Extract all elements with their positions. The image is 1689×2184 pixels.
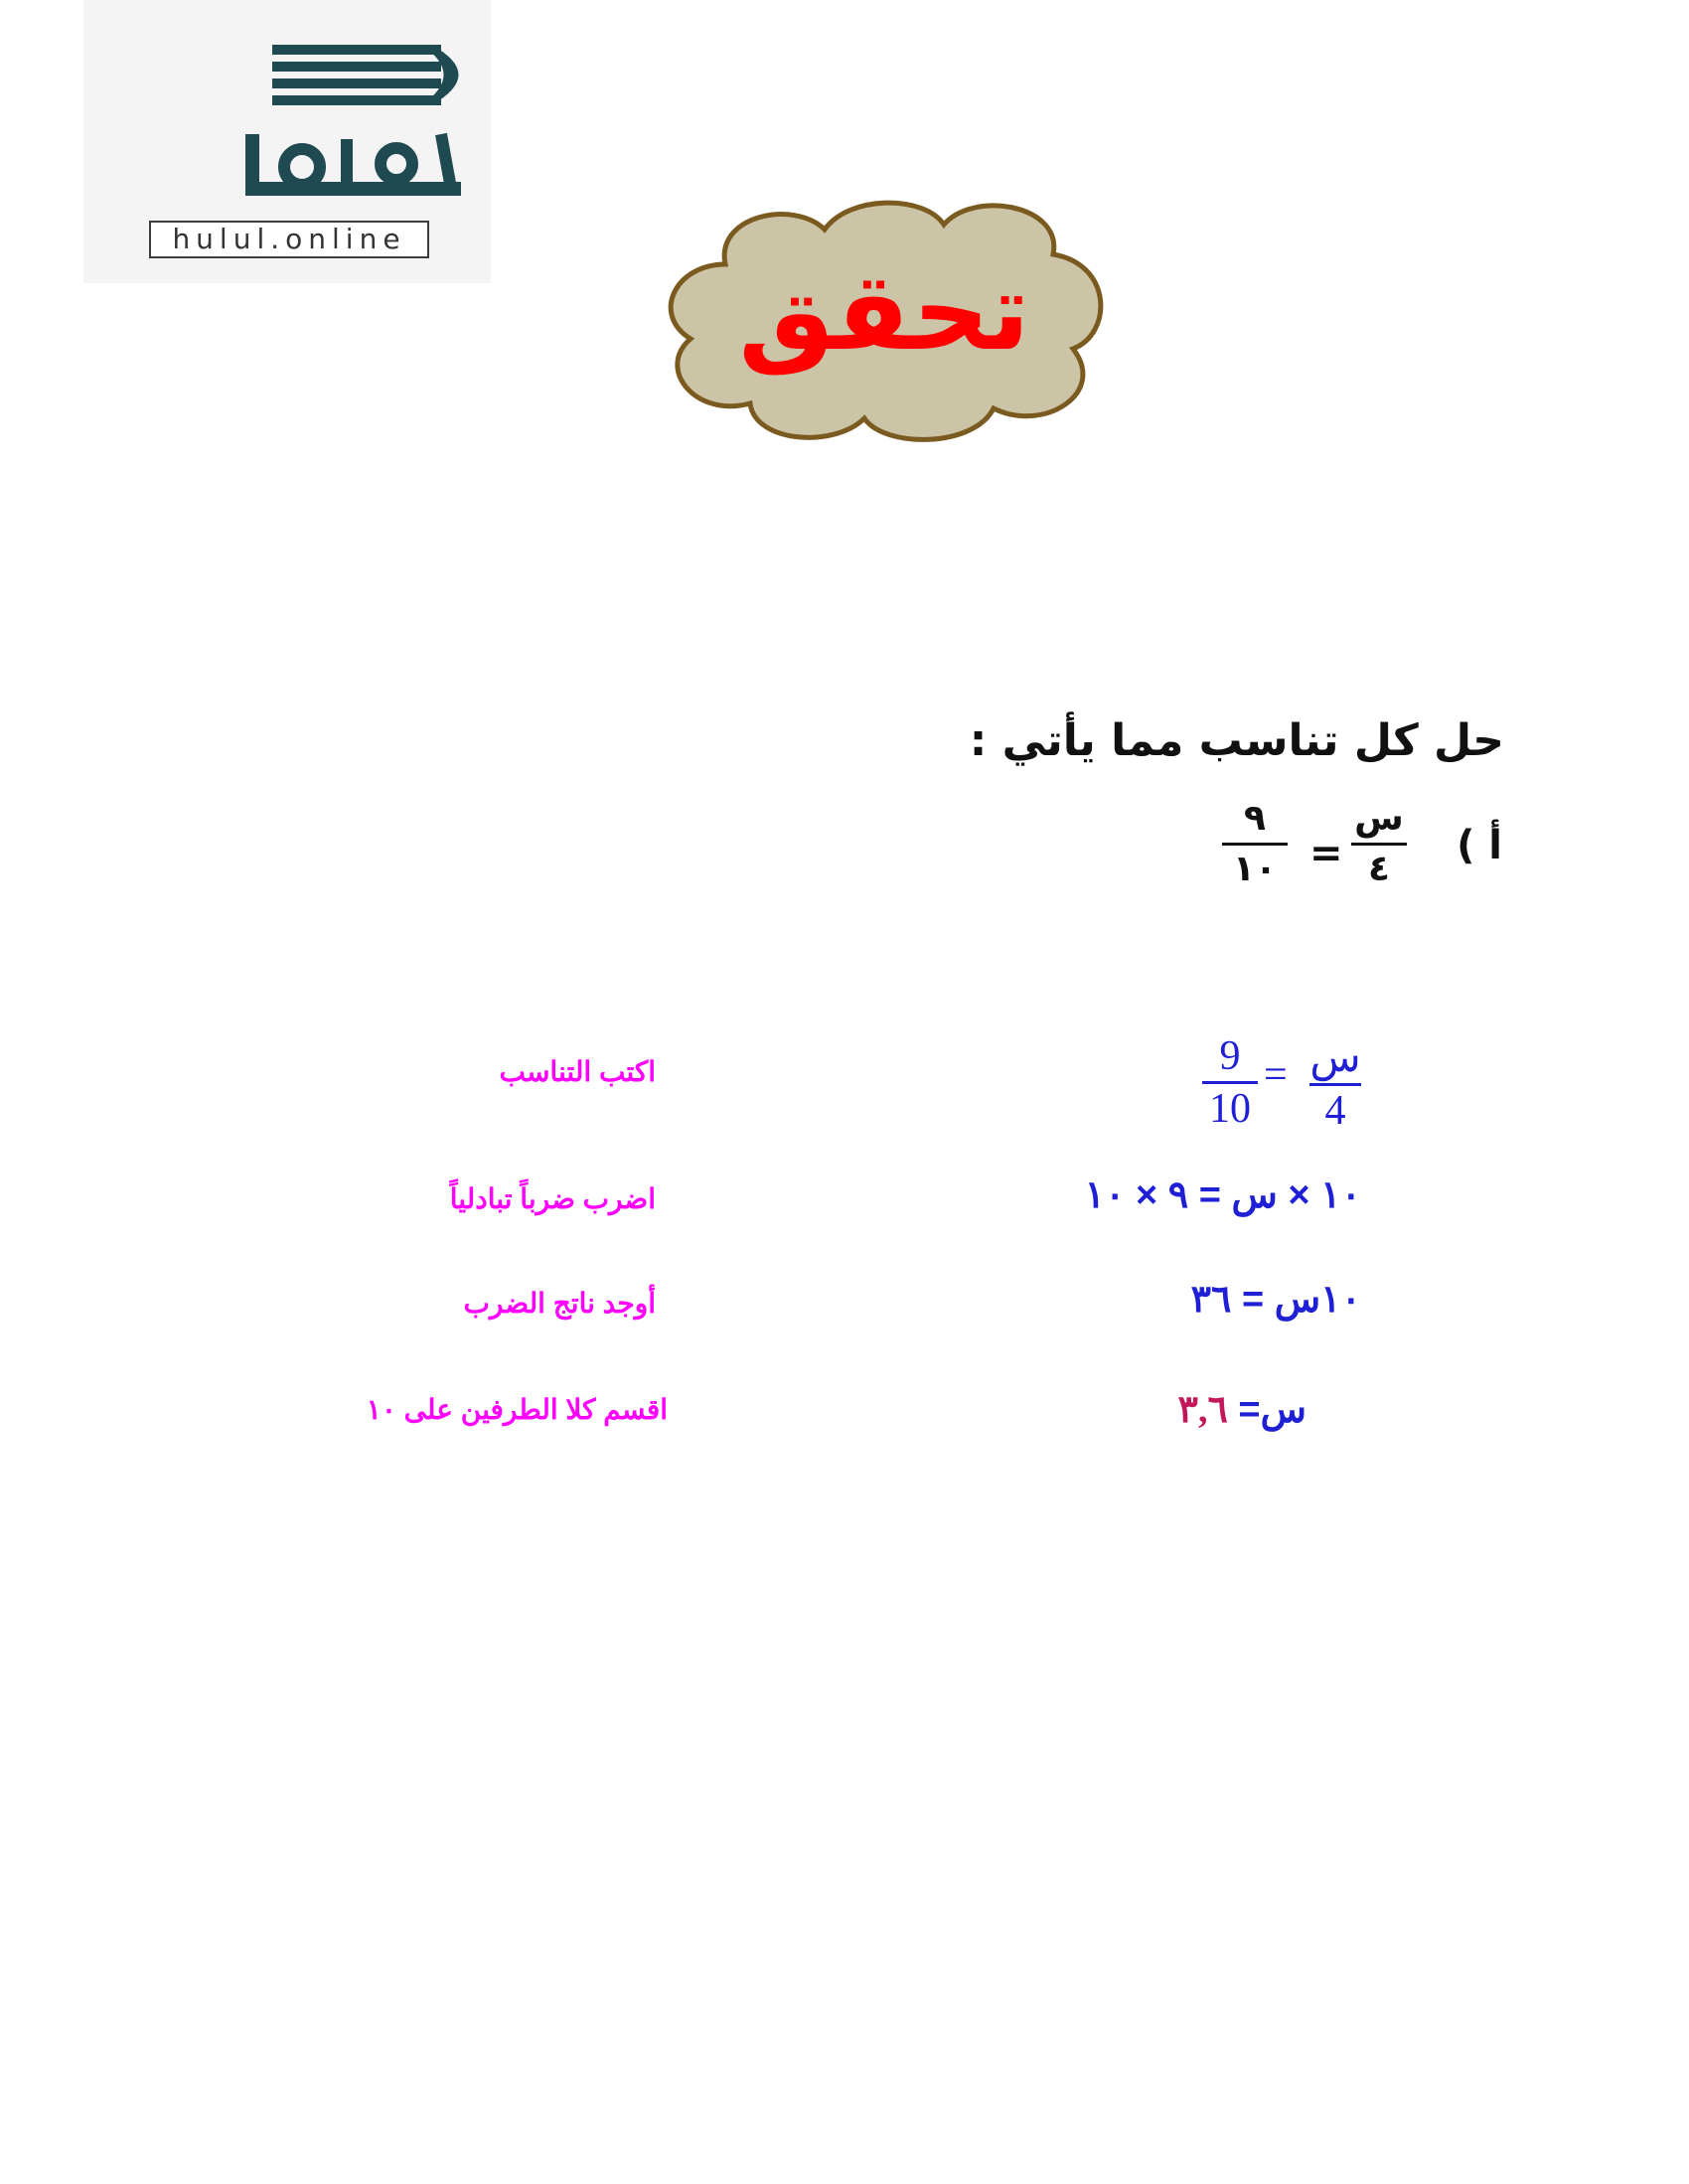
fraction-bar (1222, 843, 1288, 846)
logo-url: hulul.online (149, 221, 429, 258)
logo (83, 0, 491, 283)
question-rhs-fraction (1222, 798, 1288, 889)
step4-value: ٣,٦ (1177, 1389, 1228, 1431)
step1-rhs-numerator: 9 (1219, 1033, 1241, 1079)
step4-equation (1178, 1387, 1306, 1432)
step2-equation: ١٠ × س = ٩ × ١٠ (1084, 1174, 1361, 1216)
question-rhs-numerator: ٩ (1244, 798, 1266, 839)
step1-lhs-numerator: س (1309, 1035, 1361, 1081)
question-rhs-denominator: ١٠ (1233, 849, 1277, 889)
step3-equation: ١٠س = ٣٦ (1190, 1279, 1361, 1321)
hulul-logo-icon (183, 40, 491, 209)
step4-note: اقسم كلا الطرفين على ١٠ (366, 1394, 668, 1425)
question-block (969, 715, 1520, 914)
step4-variable: س= (1238, 1389, 1306, 1431)
step1-equals: = (1264, 1052, 1288, 1098)
step1-rhs-fraction (1202, 1035, 1258, 1130)
fraction-bar (1309, 1083, 1361, 1086)
question-item-label: أ ) (1457, 823, 1502, 868)
page-title: تحقق (738, 250, 1030, 375)
fraction-bar (1202, 1081, 1258, 1084)
question-lhs-denominator: ٤ (1368, 849, 1390, 889)
step3-note: أوجد ناتج الضرب (463, 1288, 656, 1319)
fraction-bar (1351, 843, 1407, 846)
question-lhs-numerator: س (1354, 798, 1404, 839)
question-instruction: حل كل تناسب مما يأتي : (969, 715, 1504, 766)
step1-note: اكتب التناسب (499, 1056, 656, 1087)
step2-note: اضرب ضرباً تبادلياً (449, 1183, 656, 1214)
question-lhs-fraction (1351, 798, 1407, 889)
question-equals: = (1309, 831, 1343, 876)
step1-lhs-fraction (1309, 1037, 1361, 1132)
step1-rhs-denominator: 10 (1209, 1086, 1251, 1132)
step1-lhs-denominator: 4 (1324, 1088, 1346, 1134)
